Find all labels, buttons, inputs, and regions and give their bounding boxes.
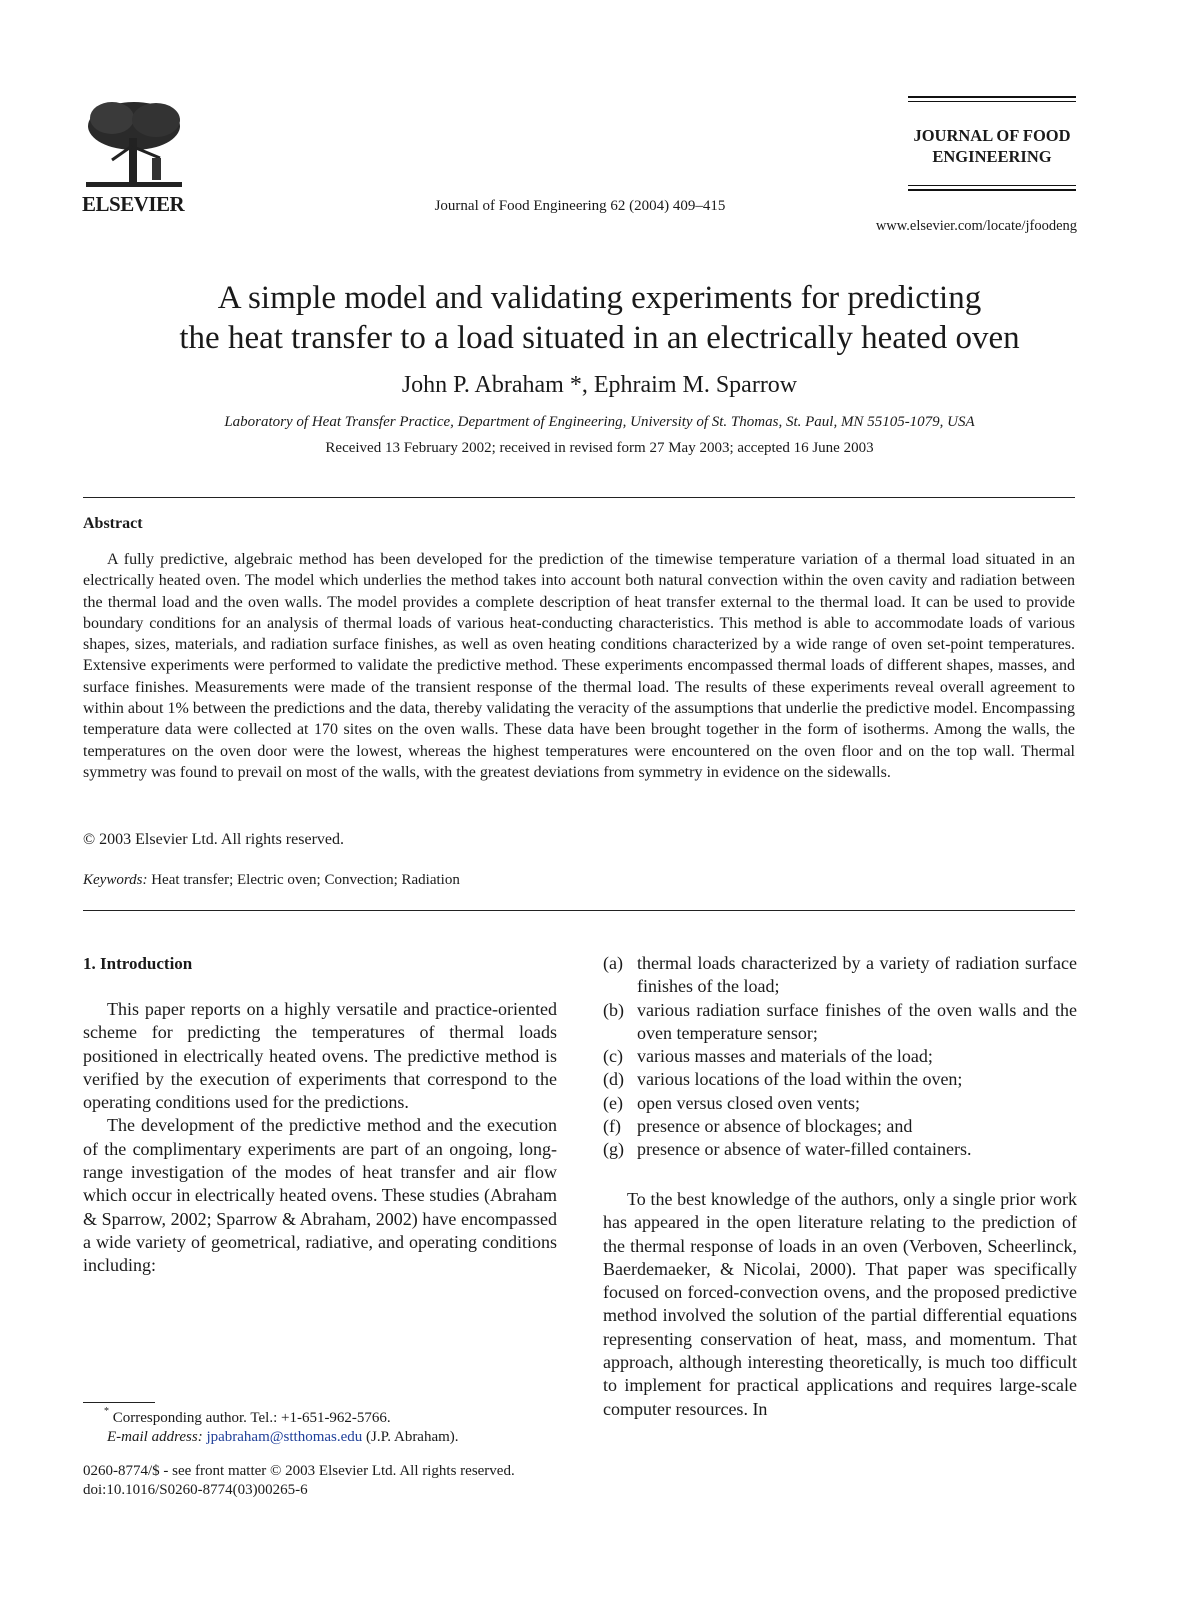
received-dates: Received 13 February 2002; received in revised form 27 May 2003; accepted 16 June 2003	[325, 440, 874, 456]
keywords	[83, 872, 460, 889]
divider-bottom	[83, 910, 1075, 911]
corresponding-author-text: Corresponding author. Tel.: +1-651-962-5766.	[112, 1410, 391, 1426]
publisher-name: ELSEVIER	[82, 192, 185, 216]
email-link[interactable]: jpabraham@stthomas.edu	[206, 1429, 363, 1445]
keywords-list: Heat transfer; Electric oven; Convection; Radiation	[151, 872, 460, 888]
list-item-label: (f)	[603, 1116, 621, 1137]
tree-logo-icon	[82, 98, 186, 190]
list-item-label: (g)	[603, 1139, 624, 1160]
journal-title-box	[908, 96, 1076, 194]
elsevier-tree-logo	[82, 98, 192, 190]
list-item-text: presence or absence of water-filled containers.	[637, 1139, 972, 1160]
intro-paragraph-1: This paper reports on a highly versatile and practice-oriented scheme for predicting the temperatures of thermal loads positioned in electrically heated ovens. The predictive method is verified by the execution of experiments that correspond to the operating conditions used for the predictions.	[83, 999, 557, 1113]
list-item	[603, 1092, 1077, 1115]
footnote-marker: *	[104, 1406, 109, 1417]
list-item	[603, 1115, 1077, 1138]
issn-line: 0260-8774/$ - see front matter © 2003 Elsevier Ltd. All rights reserved.	[83, 1463, 515, 1479]
journal-url[interactable]: www.elsevier.com/locate/jfoodeng	[875, 218, 1077, 234]
top-rule-thin	[908, 101, 1076, 102]
footnote-rule	[83, 1402, 155, 1403]
email-label: E-mail address:	[107, 1429, 203, 1445]
list-item	[603, 1045, 1077, 1068]
title-line-1: A simple model and validating experiments for predicting	[217, 280, 982, 316]
title-line-2: the heat transfer to a load situated in an electrically heated oven	[179, 320, 1020, 356]
abstract-heading: Abstract	[83, 515, 143, 532]
prior-work-paragraph: To the best knowledge of the authors, only a single prior work has appeared in the open literature relating to the prediction of the thermal response of loads in an oven (Verboven, Scheerlinck, Baerdemaeker, & Nicolai, 2000). That paper was specifically focused on forced-convection ovens, and the proposed predictive method involved the solution of the partial differential equations representing conservation of heat, mass, and momentum. That approach, although interesting theoretically, is much too difficult to implement for practical applications and requires large-scale computer resources. In	[603, 1189, 1077, 1419]
journal-citation: Journal of Food Engineering 62 (2004) 409–415	[434, 198, 726, 214]
authors: John P. Abraham *, Ephraim M. Sparrow	[401, 372, 798, 398]
email-owner: (J.P. Abraham).	[366, 1429, 459, 1445]
email-footnote	[107, 1429, 459, 1446]
corresponding-author-footnote	[104, 1408, 391, 1427]
list-item-label: (d)	[603, 1069, 624, 1090]
list-item-label: (b)	[603, 999, 624, 1020]
list-item-text: various radiation surface finishes of the oven walls and the oven temperature sensor;	[637, 999, 1077, 1043]
list-item-text: thermal loads characterized by a variety of radiation surface finishes of the load;	[637, 953, 1077, 997]
doi-line[interactable]: doi:10.1016/S0260-8774(03)00265-6	[83, 1482, 308, 1498]
bottom-rule-thin	[908, 185, 1076, 186]
list-item	[603, 952, 1077, 999]
top-rule	[908, 96, 1076, 98]
list-item-text: open versus closed oven vents;	[637, 1092, 860, 1113]
intro-column	[83, 998, 557, 1278]
list-item-text: various masses and materials of the load;	[637, 1046, 933, 1067]
list-item-label: (e)	[603, 1092, 623, 1113]
list-item	[603, 1068, 1077, 1091]
keywords-label: Keywords:	[83, 872, 148, 888]
conditions-list	[603, 952, 1077, 1162]
journal-name: JOURNAL OF FOOD ENGINEERING	[913, 126, 1071, 166]
article-title	[60, 278, 1139, 358]
list-item-text: various locations of the load within the oven;	[637, 1069, 963, 1090]
list-item	[603, 999, 1077, 1046]
list-item	[603, 1138, 1077, 1161]
intro-paragraph-2: The development of the predictive method and the execution of the complimentary experiments are part of an ongoing, long-range investigation of the modes of heat transfer and air flow which occur in electrically heated ovens. These studies (Abraham & Sparrow, 2002; Sparrow & Abraham, 2002) have encompassed a wide variety of geometrical, radiative, and operating conditions including:	[83, 1115, 557, 1276]
divider-top	[83, 497, 1075, 498]
abstract-body: A fully predictive, algebraic method has been developed for the prediction of the timewise temperature variation of a thermal load situated in an electrically heated oven. The model which underlies the method takes into account both natural convection within the oven cavity and radiation between the thermal load and the oven walls. The model provides a complete description of heat transfer external to the thermal load. It can be used to provide boundary conditions for an analysis of thermal loads of various heat-conducting characteristics. This method is able to accommodate loads of various shapes, sizes, materials, and radiation surface finishes, as well as oven heating conditions characterized by a wide range of oven set-point temperatures. Extensive experiments were performed to validate the predictive method. These experiments encompassed thermal loads of different shapes, masses, and surface finishes. Measurements were made of the transient response of the thermal load. The results of these experiments reveal overall agreement to within about 1% between the predictions and the data, thereby validating the veracity of the assumptions that underlie the predictive model. Encompassing temperature data were collected at 170 sites on the oven walls. These data have been brought together in the form of isotherms. Among the walls, the temperatures on the oven door were the lowest, whereas the highest temperatures were encountered on the oven floor and on the top wall. Thermal symmetry was found to prevail on most of the walls, with the greatest deviations from symmetry in evidence on the sidewalls.	[83, 551, 1075, 781]
list-item-label: (c)	[603, 1046, 623, 1067]
section-heading-introduction: 1. Introduction	[83, 954, 193, 973]
abstract-copyright: © 2003 Elsevier Ltd. All rights reserved.	[83, 831, 344, 848]
list-item-text: presence or absence of blockages; and	[637, 1116, 913, 1137]
bottom-rule	[908, 189, 1076, 191]
list-item-label: (a)	[603, 953, 623, 973]
affiliation: Laboratory of Heat Transfer Practice, Department of Engineering, University of St. Thomas, St. Paul, MN 55105-1079, USA	[224, 414, 975, 430]
